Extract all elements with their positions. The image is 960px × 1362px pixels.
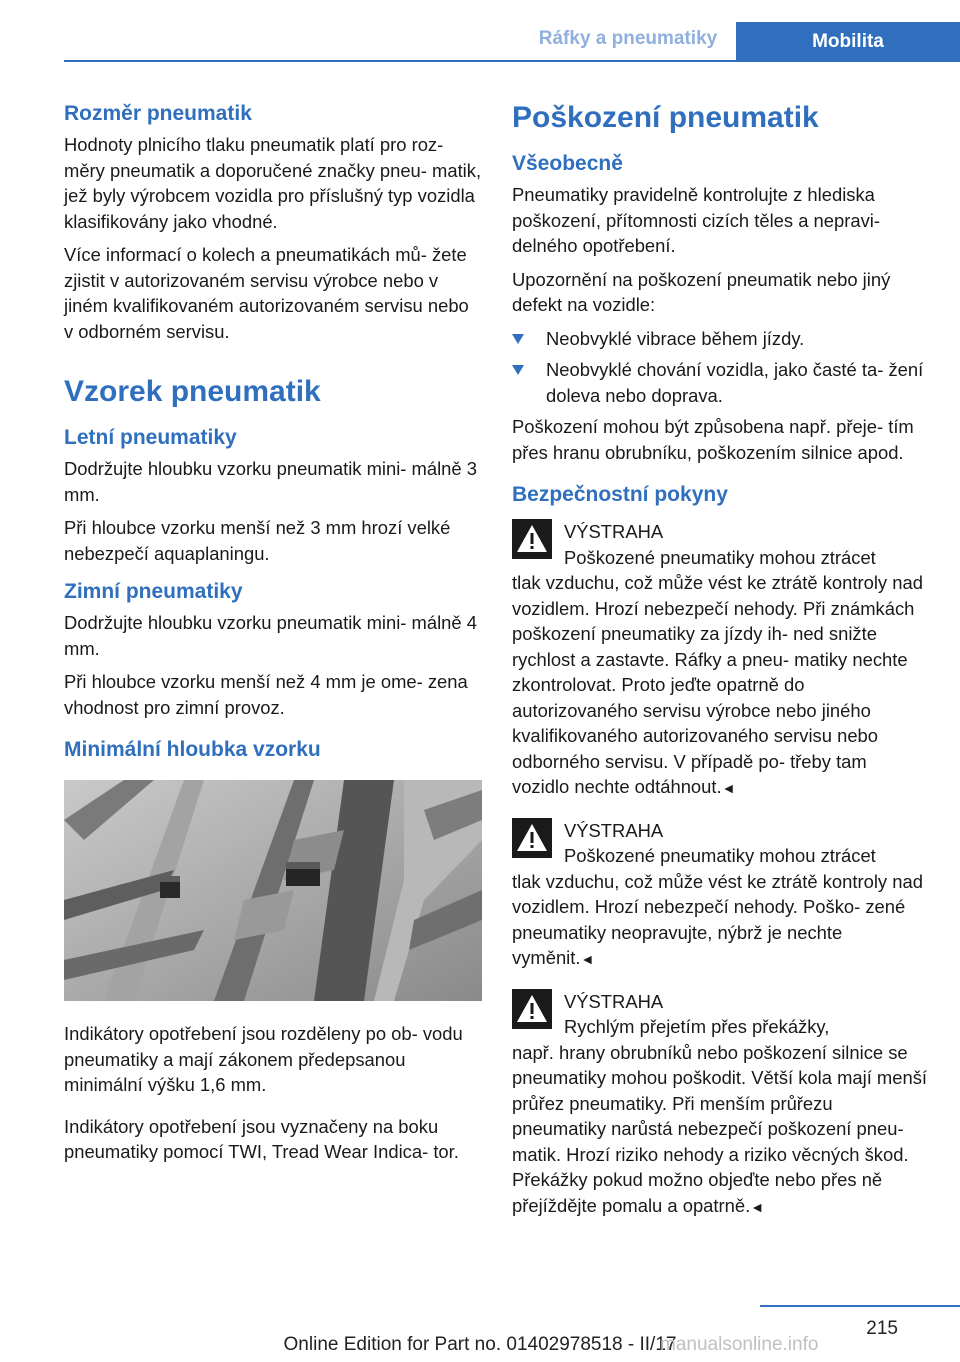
warning-body: tlak vzduchu, což může vést ke ztrátě kontroly nad vozidlem. Hrozí nebezpečí nehody. Poško‐ zené pneumatiky neopravujte, nýbrž je nechte vyměnit. [512, 870, 923, 968]
end-mark: ◄ [721, 780, 736, 796]
letni-paragraph-2: Při hloubce vzorku menší než 3 mm hrozí velké nebezpečí aquaplaningu. [64, 517, 451, 564]
warning-body: tlak vzduchu, což může vést ke ztrátě kontroly nad vozidlem. Hrozí nebezpečí nehody. Při známkách poškození pneumatiky za jízdy ih‐ ned snižte rychlost a zastavte. Ráfky a pneu‐ matiky nechte zkontrolovat. Proto jeďte opatrně do autorizovaného servisu výrobce nebo jiného kvalifikovaného autorizovaného servisu nebo odborného servisu. V případě po‐ třeby tam vozidlo nechte odtáhnout. [512, 572, 923, 797]
right-column [512, 100, 927, 1236]
triangle-bullet-icon [512, 334, 524, 344]
list-item-text: Neobvyklé vibrace během jízdy. [546, 327, 805, 349]
warning-text [512, 869, 927, 973]
rozmer-paragraph-2: Více informací o kolech a pneumatikách mů‐ žete zjistit v autorizovaném servisu výrobce nebo v jiném kvalifikovaném autorizovaném servisu nebo v odborném servisu. [64, 244, 469, 342]
header-rule [64, 60, 960, 62]
list-item [512, 357, 927, 408]
tread-wear-indicator-photo [64, 780, 482, 1001]
warning-first-line: Rychlým přejetím přes překážky, [564, 1016, 830, 1037]
warning-first-line: Poškozené pneumatiky mohou ztrácet [564, 845, 876, 866]
vseobecne-paragraph-1: Pneumatiky pravidelně kontrolujte z hlediska poškození, přítomnosti cizích těles a nepravi‐ delného opotřebení. [512, 184, 880, 256]
edition-footer: Online Edition for Part no. 01402978518 - II/17 [283, 1334, 677, 1355]
warning-label: VÝSTRAHA [564, 521, 664, 542]
warning-block-3 [512, 989, 927, 1221]
warning-text [512, 1040, 927, 1221]
triangle-bullet-icon [512, 365, 524, 375]
warning-block-1 [512, 519, 927, 802]
damage-signs-list [512, 326, 927, 409]
warning-text [512, 570, 927, 802]
warning-icon [512, 818, 552, 858]
letni-paragraph-1: Dodržujte hloubku vzorku pneumatik mini‐ málně 3 mm. [64, 458, 477, 505]
vseobecne-heading: Všeobecně [512, 152, 623, 175]
warning-icon [512, 989, 552, 1029]
watermark: manualsonline.info [660, 1334, 819, 1355]
chapter-tab: Mobilita [736, 22, 960, 62]
zimni-paragraph-2: Při hloubce vzorku menší než 4 mm je ome‐ zena vhodnost pro zimní provoz. [64, 671, 468, 718]
page-number: 215 [866, 1318, 898, 1339]
end-mark: ◄ [750, 1198, 765, 1215]
min-paragraph-2: Indikátory opotřebení jsou vyznačeny na boku pneumatiky pomocí TWI, Tread Wear Indica‐ tor. [64, 1115, 459, 1162]
list-item [512, 326, 927, 352]
safety-heading: Bezpečnostní pokyny [512, 483, 728, 506]
poskozeni-heading: Poškození pneumatik [512, 101, 819, 134]
warning-label: VÝSTRAHA [564, 819, 664, 841]
zimni-paragraph-1: Dodržujte hloubku vzorku pneumatik mini‐ málně 4 mm. [64, 612, 477, 659]
warning-icon [512, 519, 552, 559]
page-header [0, 0, 960, 62]
warning-block-2 [512, 818, 927, 973]
vzorek-heading: Vzorek pneumatik [64, 375, 321, 408]
rozmer-heading: Rozměr pneumatik [64, 102, 252, 125]
warning-first-line: Poškozené pneumatiky mohou ztrácet [564, 546, 876, 568]
min-depth-heading: Minimální hloubka vzorku [64, 738, 321, 761]
rozmer-paragraph-1: Hodnoty plnicího tlaku pneumatik platí pro roz‐ měry pneumatik a doporučené značky pneu‐ matik, jež byly výrobcem vozidla pro příslušný typ vozidla klasifikovány jako vhodné. [64, 134, 482, 232]
vseobecne-paragraph-3: Poškození mohou být způsobena např. přeje‐ tím přes hranu obrubníku, poškozením silnice apod. [512, 416, 914, 463]
left-column [64, 100, 482, 1173]
warning-body: např. hrany obrubníků nebo poškození silnice se pneumatiky mohou poškodit. Větší kola mají menší průřez pneumatiky. Při menším průřezu pneumatiky narůstá nebezpečí poškození pneu‐ matik. Hrozí riziko nehody a riziko věcných škod. Překážky pokud možno objeďte nebo přes ně přejíždějte pomalu a opatrně. [512, 1041, 928, 1216]
zimni-heading: Zimní pneumatiky [64, 580, 243, 603]
section-title: Ráfky a pneumatiky [538, 28, 718, 49]
list-item-text: Neobvyklé chování vozidla, jako časté ta‐ žení doleva nebo doprava. [546, 359, 924, 406]
footer-rule [760, 1305, 960, 1307]
letni-heading: Letní pneumatiky [64, 426, 237, 449]
warning-label: VÝSTRAHA [564, 990, 664, 1012]
vseobecne-paragraph-2: Upozornění na poškození pneumatik nebo jiný defekt na vozidle: [512, 268, 891, 315]
min-paragraph-1: Indikátory opotřebení jsou rozděleny po ob‐ vodu pneumatiky a mají zákonem předepsanou minimální výšku 1,6 mm. [64, 1023, 463, 1095]
end-mark: ◄ [580, 951, 595, 967]
